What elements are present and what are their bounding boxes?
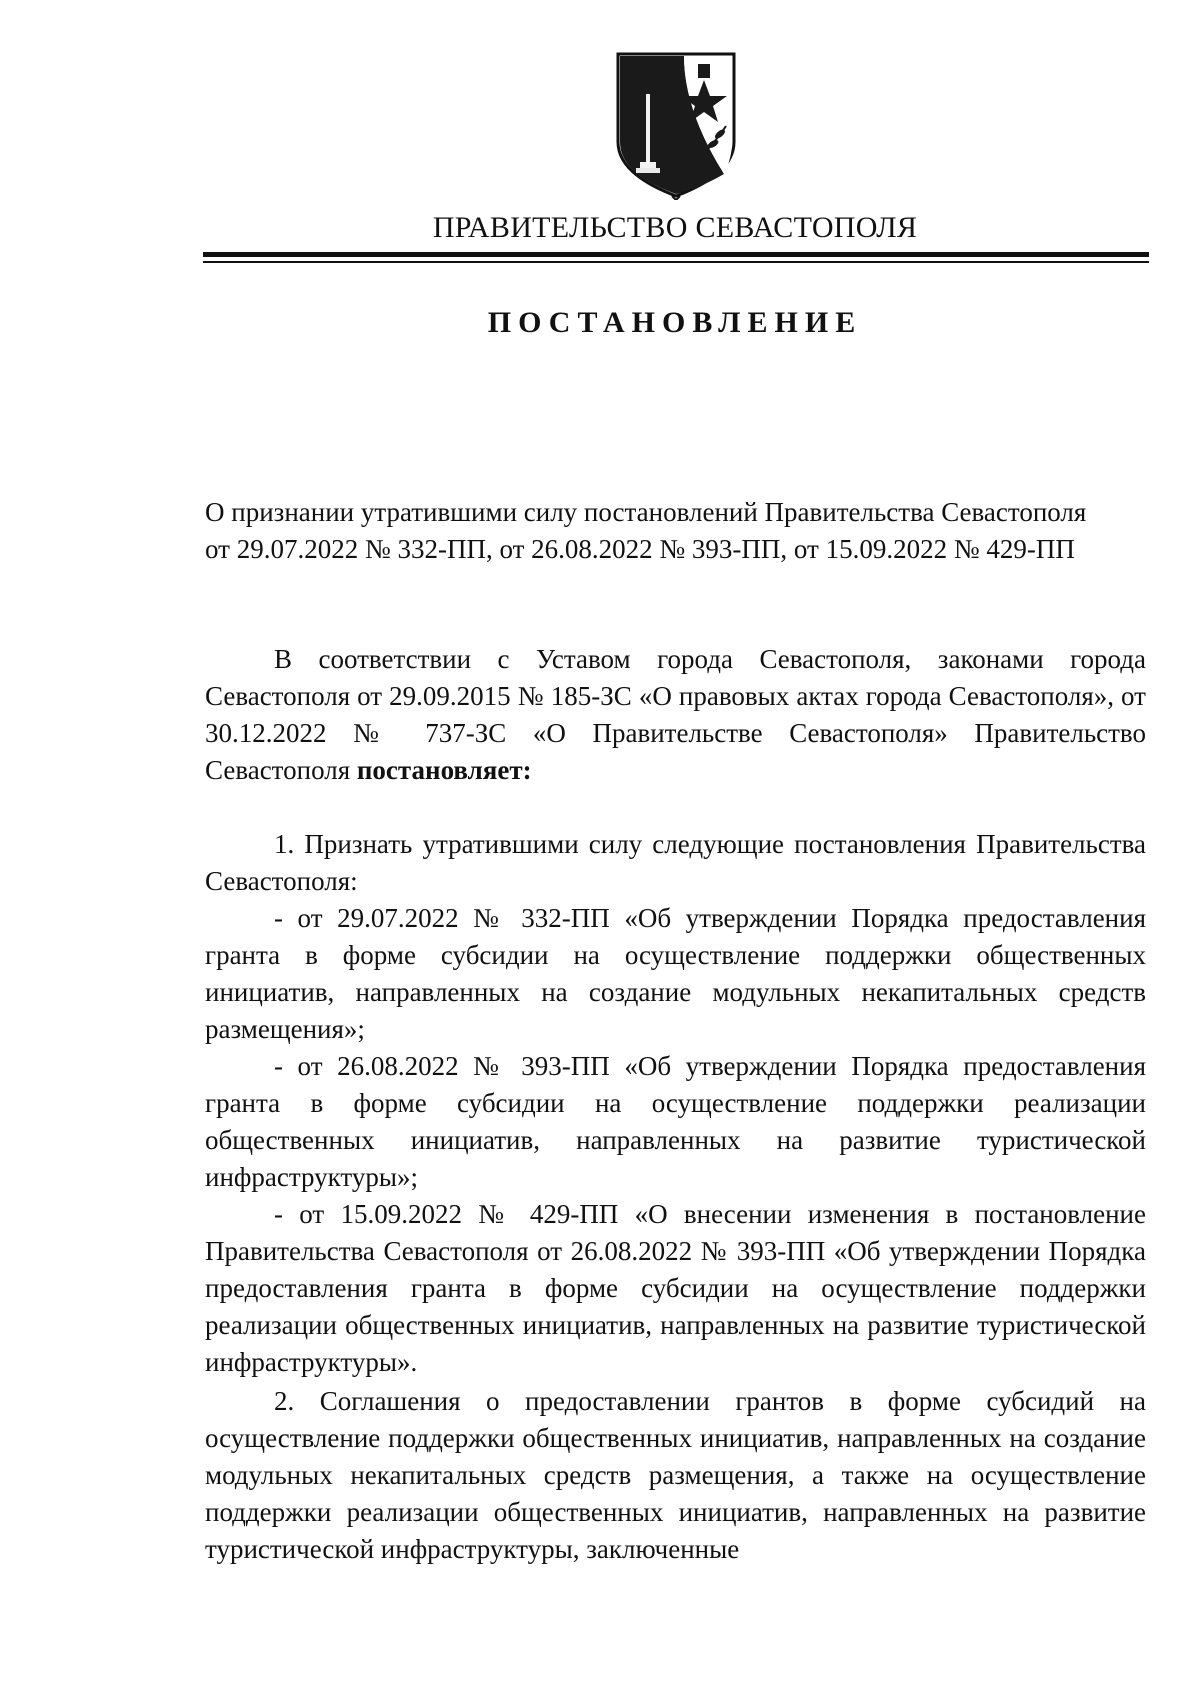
document-body: [205, 641, 1146, 1568]
header-divider-thin: [203, 261, 1149, 263]
preamble-bold-verb: постановляет:: [356, 755, 532, 785]
sevastopol-coat-of-arms-icon: [614, 50, 738, 200]
document-subject: [205, 494, 1146, 568]
item-1-subitem-c: - от 15.09.2022 № 429-ПП «О внесении изменения в постановление Правительства Севастополя от 26.08.2022 № 393-ПП «Об утверждении Порядка предоставления гранта в форме субсидии на осуществление поддержки реализации общественных инициатив, направленных на развитие туристической инфраструктуры».: [205, 1199, 1146, 1377]
item-1-paragraph: 1. Признать утратившими силу следующие постановления Правительства Севастополя:: [205, 829, 1146, 896]
header-divider-thick: [203, 252, 1149, 257]
item-2-paragraph: 2. Соглашения о предоставлении грантов в форме субсидий на осуществление поддержки общественных инициатив, направленных на создание модульных некапитальных средств размещения, а также на осуществление поддержки реализации общественных инициатив, направленных на развитие туристической инфраструктуры, заключенные: [205, 1386, 1146, 1564]
subject-line-2: от 29.07.2022 № 332-ПП, от 26.08.2022 № 393-ПП, от 15.09.2022 № 429-ПП: [205, 534, 1075, 564]
item-1-subitem-a: - от 29.07.2022 № 332-ПП «Об утверждении Порядка предоставления гранта в форме субсидии на осуществление поддержки общественных инициатив, направленных на создание модульных некапитальных средств размещения»;: [205, 903, 1146, 1044]
item-1-subitem-b: - от 26.08.2022 № 393-ПП «Об утверждении Порядка предоставления гранта в форме субсидии на осуществление поддержки реализации общественных инициатив, направленных на развитие туристической инфраструктуры»;: [205, 1051, 1146, 1192]
preamble-paragraph: [205, 641, 1146, 789]
government-name: ПРАВИТЕЛЬСТВО СЕВАСТОПОЛЯ: [432, 211, 918, 244]
document-type-title: ПОСТАНОВЛЕНИЕ: [487, 306, 863, 339]
subject-line-1: О признании утратившими силу постановлений Правительства Севастополя: [205, 497, 1087, 527]
preamble-text: В соответствии с Уставом города Севастополя, законами города Севастополя от 29.09.2015 № 185-ЗС «О правовых актах города Севастополя», от 30.12.2022 № 737-ЗС «О Правительстве Севастополя» Правительство Севастополя: [205, 644, 1146, 785]
